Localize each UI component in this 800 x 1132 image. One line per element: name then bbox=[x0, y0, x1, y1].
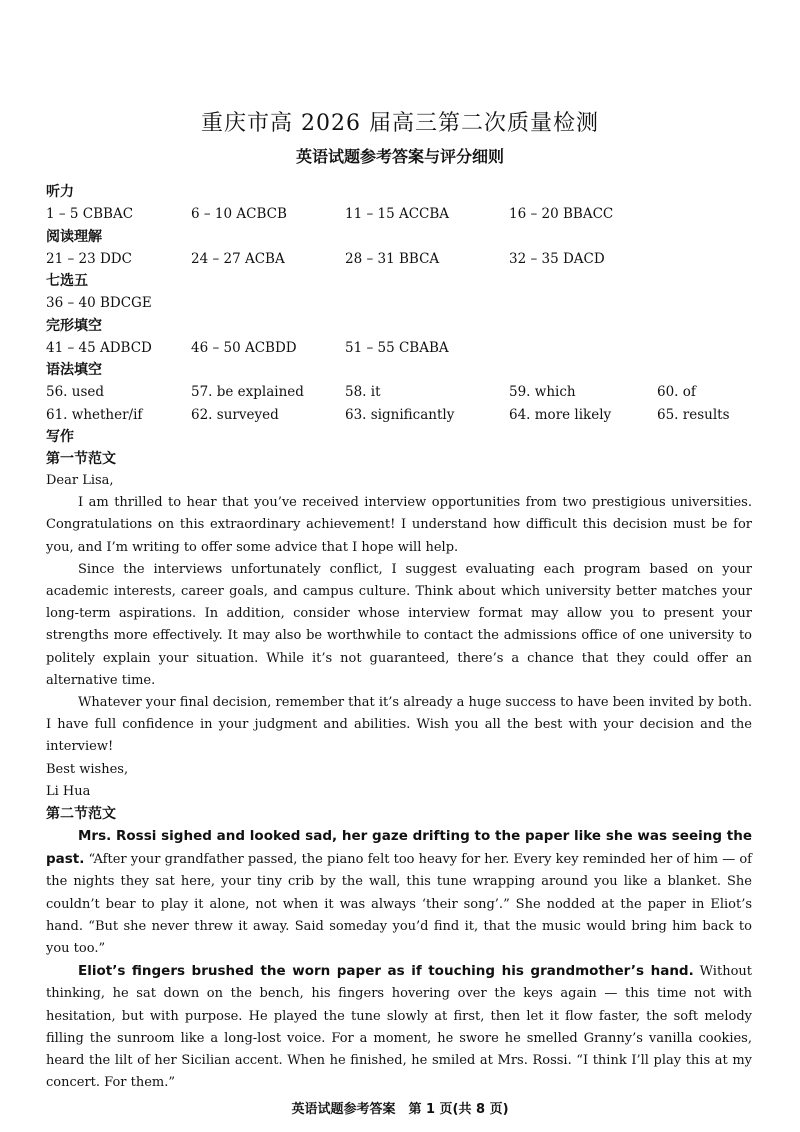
section-label-listening: 听力 bbox=[46, 184, 74, 200]
answer-cell: 46 – 50 ACBDD bbox=[191, 339, 297, 356]
section-label-cloze: 完形填空 bbox=[46, 317, 102, 334]
essay1-paragraph: I am thrilled to hear that you’ve received interview opportunities from two prestigious universities. Congratulations on this extraordinary achievement! I understand how difficult this decision must be for you, and I’m writing to offer some advice that I hope will help. bbox=[46, 495, 752, 555]
section-label-writing: 写作 bbox=[46, 429, 74, 445]
essay2-body: “After your grandfather passed, the piano felt too heavy for her. Every key reminded her of him — of the nights they sat here, your tiny crib by the wall, this tune wrapping around you like a blanket. She couldn’t bear to play it alone, not when it was always ‘their song’.” She nodded at the paper in Eliot’s hand. “But she never threw it away. Said someday you’d find it, that the music would bring him back to you too.” bbox=[46, 852, 752, 957]
answer-row-grammar-1 bbox=[46, 381, 766, 404]
answer-cell: 63. significantly bbox=[345, 406, 455, 423]
answer-cell: 65. results bbox=[657, 406, 730, 423]
answer-row-seven-five bbox=[46, 292, 766, 315]
essay2-body: Without thinking, he sat down on the bench, his fingers hovering over the keys again — this time not with hesitation, but with purpose. He played the tune slowly at first, then let it flow faster, the soft melody filling the sunroom like a long-lost voice. For a moment, he swore he smelled Granny’s vanilla cookies, heard the lilt of her Sicilian accent. When he finished, he smiled at Mrs. Rossi. “I think I’ll play this at my concert. For them.” bbox=[46, 964, 752, 1091]
answer-cell: 56. used bbox=[46, 384, 105, 400]
essay2-label: 第二节范文 bbox=[46, 806, 116, 823]
answer-cell: 1 – 5 CBBAC bbox=[46, 206, 134, 222]
answer-section bbox=[46, 181, 766, 448]
answer-cell: 57. be explained bbox=[191, 384, 304, 400]
answer-cell: 36 – 40 BDCGE bbox=[46, 295, 152, 311]
answer-cell: 21 – 23 DDC bbox=[46, 250, 132, 267]
answer-row-reading bbox=[46, 248, 766, 271]
section-label-grammar: 语法填空 bbox=[46, 362, 102, 378]
answer-cell: 51 – 55 CBABA bbox=[345, 339, 449, 356]
answer-cell: 64. more likely bbox=[509, 406, 612, 423]
essay2-paragraph-2 bbox=[46, 960, 752, 1094]
page-footer: 英语试题参考答案 第 1 页(共 8 页) bbox=[291, 1102, 509, 1117]
answer-cell: 41 – 45 ADBCD bbox=[46, 339, 152, 356]
answer-cell: 11 – 15 ACCBA bbox=[345, 206, 450, 222]
essay1-signature: Li Hua bbox=[46, 783, 91, 799]
essay-section bbox=[46, 448, 752, 1094]
answer-cell: 60. of bbox=[657, 384, 696, 400]
essay2-lead-sentence: Mrs. Rossi sighed and looked sad, her gaze drifting to the paper like she was seeing the past. bbox=[46, 828, 752, 868]
answer-cell: 59. which bbox=[509, 384, 576, 400]
answer-cell: 28 – 31 BBCA bbox=[345, 250, 440, 267]
answer-row-cloze bbox=[46, 337, 766, 360]
answer-cell: 61. whether/if bbox=[46, 406, 143, 423]
page-subtitle: 英语试题参考答案与评分细则 bbox=[295, 147, 504, 166]
answer-cell: 58. it bbox=[345, 384, 381, 400]
essay2-lead-sentence: Eliot’s fingers brushed the worn paper as if touching his grandmother’s hand. bbox=[78, 963, 694, 980]
section-label-reading: 阅读理解 bbox=[46, 228, 102, 245]
section-label-seven-five: 七选五 bbox=[46, 273, 88, 289]
answer-cell: 32 – 35 DACD bbox=[509, 250, 605, 267]
answer-row-grammar-2 bbox=[46, 404, 766, 427]
essay1-label: 第一节范文 bbox=[46, 451, 116, 467]
essay1-paragraph: Whatever your final decision, remember that it’s already a huge success to have been invited by both. I have full confidence in your judgment and abilities. Wish you all the best with your decision and the interview! bbox=[46, 695, 752, 755]
answer-cell: 24 – 27 ACBA bbox=[191, 250, 285, 267]
answer-cell: 62. surveyed bbox=[191, 406, 279, 423]
essay1-greeting: Dear Lisa, bbox=[46, 473, 114, 488]
page-title: 重庆市高 2026 届高三第二次质量检测 bbox=[201, 111, 599, 136]
answer-cell: 6 – 10 ACBCB bbox=[191, 206, 287, 222]
answer-row-listening bbox=[46, 203, 766, 226]
essay2-paragraph-1 bbox=[46, 825, 752, 960]
essay1-closing: Best wishes, bbox=[46, 761, 129, 777]
answer-cell: 16 – 20 BBACC bbox=[509, 206, 614, 222]
essay1-paragraph: Since the interviews unfortunately conflict, I suggest evaluating each program based on your academic interests, career goals, and campus culture. Think about which university better matches your long-term aspirations. In addition, consider whose interview format may allow you to present your strengths more effectively. It may also be worthwhile to contact the admissions office of one university to politely explain your situation. While it’s not guaranteed, there’s a chance that they could offer an alternative time. bbox=[46, 561, 752, 688]
